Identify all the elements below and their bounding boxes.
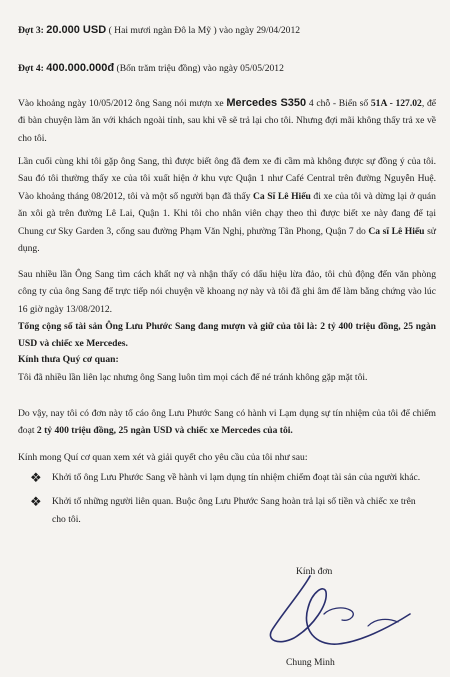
claimed-amount: 2 tỷ 400 triệu đồng, 25 ngàn USD và chiếc xe Mercedes của tôi. bbox=[36, 425, 293, 437]
text: Do vậy, nay tôi có đơn này tố cáo ông Lưu Phước Sang có hành vi Lạm dụng sự tín nhiệm của tôi để chiếm đoạt bbox=[18, 408, 436, 437]
closing-regards: Kính đơn bbox=[296, 566, 333, 577]
installment-line-3 bbox=[18, 22, 438, 39]
installment-amount: 400.000.000đ bbox=[46, 62, 115, 74]
text: Kính mong Quí cơ quan xem xét và giải quyết cho yêu cầu của tôi như sau: bbox=[18, 452, 308, 463]
paragraph-avoidance bbox=[18, 369, 436, 386]
paragraph-car-loan bbox=[18, 95, 436, 147]
text: đi xe của tôi và dừng lại ở quán ăn xôi gà trên đường Lê Lai, Quận 1. Khi tôi cho nhân viên chạy theo thì được biết xe này đang để tại Chung cư Sky Garden 3, cổng sau đường Phạm Văn Nghị, phường Tân Phong, Quận 7 do bbox=[18, 190, 436, 237]
paragraph-car-sighting bbox=[18, 153, 436, 257]
installment-words: ( Hai mươi ngàn Đô la Mỹ ) bbox=[108, 25, 217, 36]
salutation bbox=[18, 351, 436, 368]
diamond-bullet-icon: ❖ bbox=[30, 494, 42, 510]
text: Tôi đã nhiều lần liên lạc nhưng ông Sang luôn tìm mọi cách để né tránh không gặp mặt tôi. bbox=[18, 372, 368, 383]
paragraph-total-assets bbox=[18, 318, 436, 353]
list-item bbox=[30, 493, 425, 528]
diamond-bullet-icon: ❖ bbox=[30, 470, 42, 485]
paragraph-accusation bbox=[18, 405, 436, 440]
installment-amount: 20.000 USD bbox=[46, 24, 107, 36]
installment-line-4 bbox=[18, 60, 438, 77]
text: Vào khoảng ngày 10/05/2012 ông Sang nói mượn xe bbox=[18, 98, 227, 109]
paragraph-debt-evidence bbox=[18, 266, 436, 318]
installment-date: vào ngày 29/04/2012 bbox=[219, 25, 301, 36]
installment-label: Đợt 3: bbox=[18, 25, 44, 36]
installment-words: (Bốn trăm triệu đồng) bbox=[116, 63, 201, 74]
installment-label: Đợt 4: bbox=[18, 63, 44, 74]
signer-name: Chung Minh bbox=[286, 657, 335, 668]
text: Sau nhiều lần Ông Sang tìm cách khất nợ và nhận thấy có dấu hiệu lừa đảo, tôi chủ động đến văn phòng công ty của ông Sang để trực tiếp nói chuyện về khoang nợ này và tôi đã ghi âm để làm bằng chứng vào lúc 16 giờ ngày 13/08/2012. bbox=[18, 269, 436, 315]
text: sử dụng. bbox=[18, 225, 436, 255]
signature-mark bbox=[238, 574, 418, 658]
text: Khởi tố những người liên quan. Buộc ông Lưu Phước Sang hoàn trả lại số tiền và chiếc xe trên cho tôi. bbox=[52, 496, 416, 525]
singer-name: Ca Sĩ Lê Hiếu bbox=[252, 190, 311, 202]
installment-date: vào ngày 05/05/2012 bbox=[202, 63, 284, 74]
list-item bbox=[30, 469, 425, 486]
text: Kính thưa Quý cơ quan: bbox=[18, 354, 119, 365]
text: 4 chỗ - Biển số bbox=[306, 98, 371, 109]
paragraph-request-intro bbox=[18, 449, 436, 466]
text: Lần cuối cùng khi tôi gặp ông Sang, thì được biết ông đã đem xe đi cầm mà không được sự đồng ý của tôi. Sau đó tôi thường thấy xe của tôi xuất hiện ở khu vực Quận 1 như Café Central trên đường Nguyễn Huệ. Vào khoảng tháng 08/2012, tôi và một số người bạn đã thấy bbox=[18, 156, 436, 202]
text: Tổng cộng số tài sản Ông Lưu Phước Sang đang mượn và giữ của tôi là: 2 tỷ 400 triệu đồng, 25 ngàn USD và chiếc xe Mercedes. bbox=[18, 321, 436, 350]
car-model: Mercedes S350 bbox=[226, 97, 307, 109]
text: , để đi bàn chuyện làm ăn với khách ngoài tỉnh, sau khi về sẽ trả lại cho tôi. Nhưng đợi mãi không thấy trả xe về cho tôi. bbox=[18, 98, 437, 144]
text: Khởi tố ông Lưu Phước Sang về hành vi lạm dụng tín nhiệm chiếm đoạt tài sản của người khác. bbox=[52, 472, 421, 483]
license-plate: 51A - 127.02 bbox=[370, 98, 422, 109]
request-list bbox=[30, 469, 425, 535]
singer-name: Ca sĩ Lê Hiếu bbox=[368, 225, 425, 237]
